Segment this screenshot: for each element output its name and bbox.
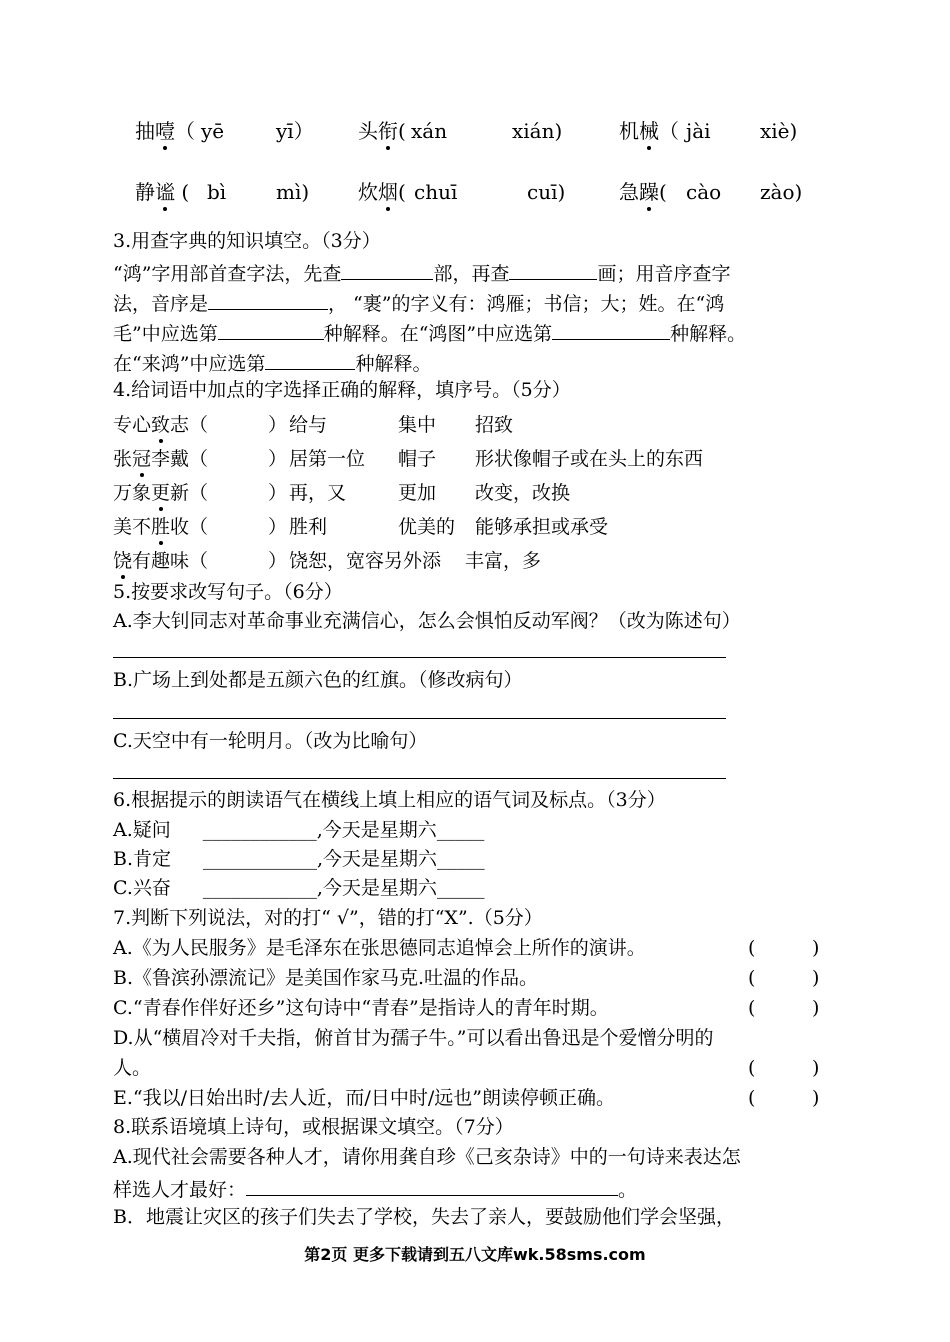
pinyin-item: 炊烟( — [358, 180, 406, 204]
word: 张冠李戴（ — [113, 448, 209, 470]
pinyin-option: xán — [411, 119, 448, 143]
question-7-c: C.“青春作伴好还乡”这句诗中“青春”是指诗人的青年时期。 — [113, 997, 609, 1019]
judge-paren-open[interactable]: ( — [748, 997, 756, 1019]
answer-paren[interactable]: ） — [268, 448, 288, 470]
question-7-d: D.从“横眉冷对千夫指，俯首甘为孺子牛。”可以看出鲁迅是个爱憎分明的 — [113, 1027, 714, 1049]
option-1: 给与 — [289, 414, 328, 436]
option-2: 更加 — [398, 482, 437, 504]
answer-blank[interactable] — [341, 259, 433, 280]
answer-blank[interactable] — [218, 319, 324, 340]
word: 万象更新（ — [113, 482, 209, 504]
word: 美不胜收（ — [113, 516, 209, 538]
question-3-line-3: 毛”中应选第 种解释。在“鸿图”中应选第 种解释。 — [113, 319, 746, 346]
pinyin-option: yī） — [276, 119, 314, 143]
question-8-title: 8.联系语境填上诗句，或根据课文填空。（7分） — [113, 1116, 514, 1138]
answer-blank[interactable] — [208, 289, 328, 310]
word: 饶有趣味（ — [113, 550, 209, 572]
pinyin-item: 机械（ — [619, 119, 679, 143]
question-7-b: B.《鲁滨孙漂流记》是美国作家马克.吐温的作品。 — [113, 967, 539, 989]
pinyin-item: 静谧 ( — [135, 180, 190, 204]
question-8-a: A.现代社会需要各种人才，请你用龚自珍《己亥杂诗》中的一句诗来表达怎 — [113, 1146, 741, 1168]
answer-blank[interactable] — [265, 349, 355, 370]
page-footer: 第2页 更多下载请到五八文库wk.58sms.com — [304, 1245, 646, 1264]
question-8-b: B．地震让灾区的孩子们失去了学校，失去了亲人，要鼓励他们学会坚强， — [113, 1206, 735, 1228]
pinyin-option: xián) — [512, 119, 563, 143]
pinyin-option: jài — [686, 119, 711, 143]
answer-paren[interactable]: ） — [268, 516, 288, 538]
option-1: 饶恕，宽容另外添 — [289, 550, 442, 572]
judge-paren-close[interactable]: ) — [812, 1057, 820, 1079]
answer-paren[interactable]: ） — [268, 414, 288, 436]
option-3: 招致 — [475, 414, 514, 436]
question-5-title: 5.按要求改写句子。（6分） — [113, 581, 343, 603]
judge-paren-close[interactable]: ) — [812, 1087, 820, 1109]
pinyin-option: bì — [207, 180, 227, 204]
question-6-title: 6.根据提示的朗读语气在横线上填上相应的语气词及标点。（3分） — [113, 789, 666, 811]
option-1: 居第一位 — [289, 448, 366, 470]
pinyin-option: chuī — [414, 180, 458, 204]
judge-paren-open[interactable]: ( — [748, 1057, 756, 1079]
question-6-row: A.疑问 ____________,今天是星期六_____ — [113, 819, 485, 841]
question-5-b: B.广场上到处都是五颜六色的红旗。（修改病句） — [113, 669, 523, 691]
question-7-a: A.《为人民服务》是毛泽东在张思德同志追悼会上所作的演讲。 — [113, 937, 646, 959]
judge-paren-close[interactable]: ) — [812, 967, 820, 989]
question-5-c: C.天空中有一轮明月。（改为比喻句） — [113, 730, 428, 752]
pinyin-item: 抽噎（ — [135, 119, 195, 143]
question-3-line-4: 在“来鸿”中应选第 种解释。 — [113, 349, 431, 376]
question-4-title: 4.给词语中加点的字选择正确的解释，填序号。（5分） — [113, 379, 571, 401]
option-2: 集中 — [398, 414, 437, 436]
answer-line[interactable] — [113, 657, 726, 658]
pinyin-option: mì) — [276, 180, 310, 204]
question-6-row: B.肯定 ____________,今天是星期六_____ — [113, 848, 485, 870]
pinyin-option: cào — [686, 180, 722, 204]
option-2: 帽子 — [398, 448, 437, 470]
answer-line[interactable] — [113, 718, 726, 719]
pinyin-option: xiè) — [760, 119, 798, 143]
option-2: 优美的 — [398, 516, 456, 538]
option-3: 改变，改换 — [475, 482, 571, 504]
question-3-line-2: 法，音序是 ， “裹”的字义有：鸿雁；书信；大；姓。在“鸿 — [113, 289, 724, 316]
judge-paren-open[interactable]: ( — [748, 937, 756, 959]
judge-paren-close[interactable]: ) — [812, 937, 820, 959]
question-3-title: 3.用查字典的知识填空。（3分） — [113, 230, 381, 252]
pinyin-option: zào) — [760, 180, 803, 204]
judge-paren-open[interactable]: ( — [748, 1087, 756, 1109]
question-7-d-cont: 人。 — [113, 1057, 152, 1079]
option-1: 再，又 — [289, 482, 347, 504]
answer-blank[interactable] — [552, 319, 670, 340]
option-1: 胜利 — [289, 516, 328, 538]
answer-paren[interactable]: ） — [268, 482, 288, 504]
answer-line[interactable] — [113, 778, 726, 779]
judge-paren-close[interactable]: ) — [812, 997, 820, 1019]
answer-blank[interactable] — [246, 1175, 618, 1196]
pinyin-item: 急躁( — [619, 180, 667, 204]
question-7-title: 7.判断下列说法，对的打“ √”，错的打“X”.（5分） — [113, 907, 543, 929]
question-3-line-1: “鸿”字用部首查字法，先查 部，再查 画；用音序查字 — [113, 259, 730, 286]
word: 专心致志（ — [113, 414, 209, 436]
question-7-e: E.“我以/日始出时/去人近，而/日中时/远也”朗读停顿正确。 — [113, 1087, 615, 1109]
question-8-a-cont: 样选人才最好： 。 — [113, 1175, 637, 1202]
answer-blank[interactable] — [509, 259, 597, 280]
pinyin-option: yē — [201, 119, 225, 143]
pinyin-item: 头衔( — [358, 119, 406, 143]
question-6-row: C.兴奋 ____________,今天是星期六_____ — [113, 877, 485, 899]
option-3: 能够承担或承受 — [475, 516, 609, 538]
answer-paren[interactable]: ） — [268, 550, 288, 572]
pinyin-option: cuī) — [527, 180, 566, 204]
question-5-a: A.李大钊同志对革命事业充满信心，怎么会惧怕反动军阀？（改为陈述句） — [113, 610, 741, 632]
option-3: 丰富，多 — [465, 550, 542, 572]
option-3: 形状像帽子或在头上的东西 — [475, 448, 704, 470]
judge-paren-open[interactable]: ( — [748, 967, 756, 989]
